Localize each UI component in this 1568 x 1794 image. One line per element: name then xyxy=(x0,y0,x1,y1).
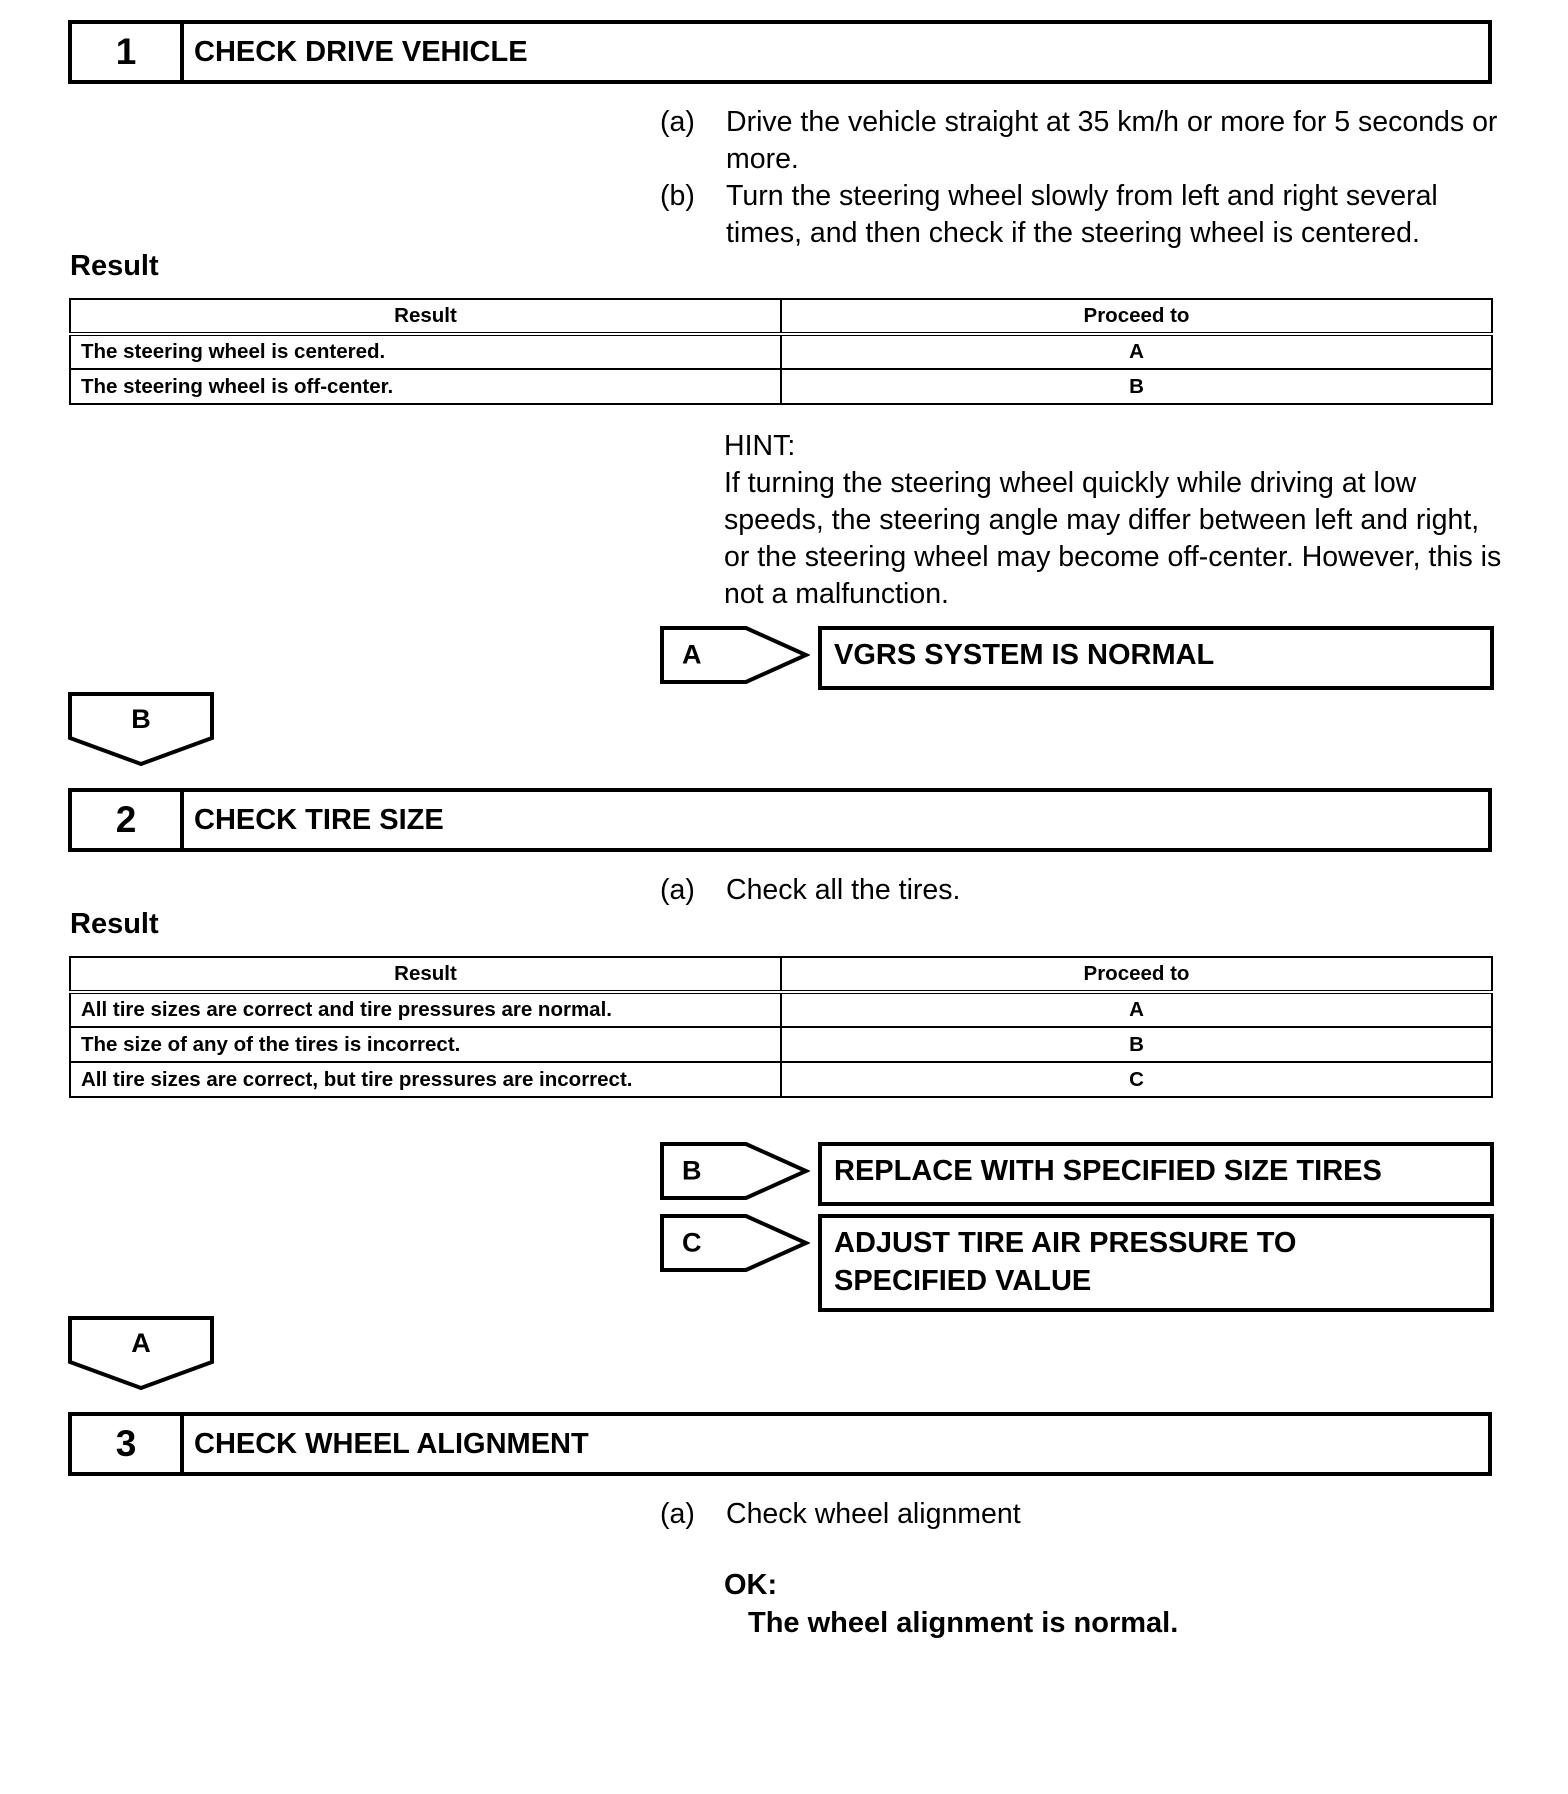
continue-tag xyxy=(68,692,216,766)
outcome-arrow-c xyxy=(660,1214,810,1272)
outcome-arrow-a xyxy=(660,626,810,684)
step-3-header xyxy=(68,1412,1492,1476)
hint-label: HINT: xyxy=(724,430,796,462)
step-title: CHECK WHEEL ALIGNMENT xyxy=(194,1427,589,1460)
table-row xyxy=(70,992,1492,1027)
column-header-result: Result xyxy=(70,299,781,334)
result-cell: All tire sizes are correct and tire pressures are normal. xyxy=(70,992,781,1027)
instruction-letter: (a) xyxy=(660,1498,695,1530)
table-row xyxy=(70,334,1492,369)
proceed-cell: A xyxy=(781,334,1492,369)
instruction-text: Check all the tires. xyxy=(726,874,961,906)
instruction-item xyxy=(660,872,1500,909)
continue-letter: B xyxy=(131,704,151,734)
result-heading: Result xyxy=(70,250,159,282)
instruction-item xyxy=(660,1496,1500,1533)
step-number: 2 xyxy=(72,792,184,848)
step-title: CHECK DRIVE VEHICLE xyxy=(194,35,528,68)
column-header-proceed: Proceed to xyxy=(781,957,1492,992)
hint-text: If turning the steering wheel quickly while driving at low speeds, the steering angle may differ between left and right, or the steering wheel may become off-center. However, this is not a malfunction. xyxy=(724,467,1502,610)
instruction-letter: (a) xyxy=(660,874,695,906)
continue-letter: A xyxy=(131,1328,151,1358)
proceed-cell: B xyxy=(781,369,1492,404)
instruction-letter: (a) xyxy=(660,106,695,138)
proceed-cell: B xyxy=(781,1027,1492,1062)
table-row xyxy=(70,369,1492,404)
table-row xyxy=(70,1062,1492,1097)
ok-criteria: The wheel alignment is normal. xyxy=(748,1607,1179,1639)
step-1-instructions xyxy=(660,104,1500,252)
step-1-result-table xyxy=(69,298,1493,405)
table-header-row xyxy=(70,957,1492,992)
outcome-box: ADJUST TIRE AIR PRESSURE TO SPECIFIED VALUE xyxy=(818,1214,1494,1312)
instruction-text: Check wheel alignment xyxy=(726,1498,1021,1530)
step-number: 1 xyxy=(72,24,184,80)
step-2-result-table xyxy=(69,956,1493,1098)
result-cell: The steering wheel is off-center. xyxy=(70,369,781,404)
column-header-result: Result xyxy=(70,957,781,992)
table-row xyxy=(70,1027,1492,1062)
table-header-row xyxy=(70,299,1492,334)
result-cell: All tire sizes are correct, but tire pressures are incorrect. xyxy=(70,1062,781,1097)
outcome-box: VGRS SYSTEM IS NORMAL xyxy=(818,626,1494,690)
instruction-item xyxy=(660,104,1500,178)
result-cell: The steering wheel is centered. xyxy=(70,334,781,369)
proceed-cell: A xyxy=(781,992,1492,1027)
outcome-letter: C xyxy=(682,1227,702,1258)
instruction-text: Turn the steering wheel slowly from left and right several times, and then check if the steering wheel is centered. xyxy=(726,180,1438,249)
outcome-arrow-b xyxy=(660,1142,810,1200)
column-header-proceed: Proceed to xyxy=(781,299,1492,334)
result-heading: Result xyxy=(70,908,159,940)
ok-label: OK: xyxy=(724,1569,778,1601)
step-1-header xyxy=(68,20,1492,84)
proceed-cell: C xyxy=(781,1062,1492,1097)
step-title: CHECK TIRE SIZE xyxy=(194,803,444,836)
continue-tag xyxy=(68,1316,216,1390)
step-3-instructions xyxy=(660,1496,1500,1533)
hint-block xyxy=(724,428,1504,613)
step-number: 3 xyxy=(72,1416,184,1472)
instruction-item xyxy=(660,178,1500,252)
outcome-letter: A xyxy=(682,639,702,670)
step-2-header xyxy=(68,788,1492,852)
instruction-letter: (b) xyxy=(660,180,695,212)
step-2-instructions xyxy=(660,872,1500,909)
result-cell: The size of any of the tires is incorrect. xyxy=(70,1027,781,1062)
instruction-text: Drive the vehicle straight at 35 km/h or more for 5 seconds or more. xyxy=(726,106,1498,175)
outcome-letter: B xyxy=(682,1155,702,1186)
outcome-box: REPLACE WITH SPECIFIED SIZE TIRES xyxy=(818,1142,1494,1206)
